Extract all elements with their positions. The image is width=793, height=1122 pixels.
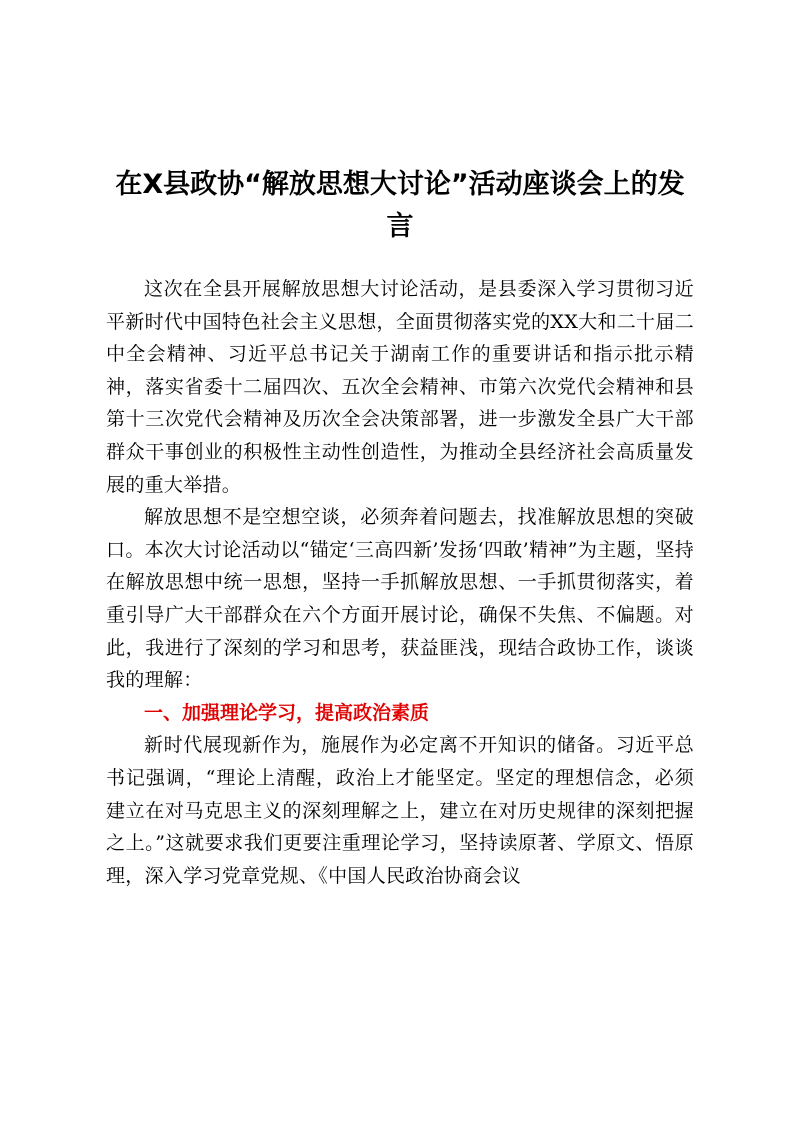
document-body bbox=[106, 273, 694, 892]
intro-paragraph-2: 解放思想不是空想空谈，必须奔着问题去，找准解放思想的突破口。本次大讨论活动以“锚定‘三高四新’发扬‘四敢’精神”为主题，坚持在解放思想中统一思想，坚持一手抓解放思想、一手抓贯彻落实，着重引导广大干部群众在六个方面开展讨论，确保不失焦、不偏题。对此，我进行了深刻的学习和思考，获益匪浅，现结合政协工作，谈谈我的理解： bbox=[106, 506, 694, 692]
document-title: 在X县政协“解放思想大讨论”活动座谈会上的发言 bbox=[115, 169, 685, 242]
section-heading: 一、加强理论学习，提高政治素质 bbox=[144, 701, 430, 724]
document-content bbox=[106, 164, 694, 892]
section-paragraph: 新时代展现新作为，施展作为必定离不开知识的储备。习近平总书记强调，“理论上清醒，政治上才能坚定。坚定的理想信念，必须建立在对马克思主义的深刻理解之上，建立在对历史规律的深刻把握之上。”这就要求我们更要注重理论学习，坚持读原著、学原文、悟原理，深入学习党章党规、《中国人民政治协商会议 bbox=[106, 734, 694, 887]
intro-paragraph-1: 这次在全县开展解放思想大讨论活动，是县委深入学习贯彻习近平新时代中国特色社会主义思想，全面贯彻落实党的XX大和二十届二中全会精神、习近平总书记关于湖南工作的重要讲话和指示批示精神，落实省委十二届四次、五次全会精神、市第六次党代会精神和县第十三次党代会精神及历次全会决策部署，进一步激发全县广大干部群众干事创业的积极性主动性创造性，为推动全县经济社会高质量发展的重大举措。 bbox=[106, 278, 694, 496]
